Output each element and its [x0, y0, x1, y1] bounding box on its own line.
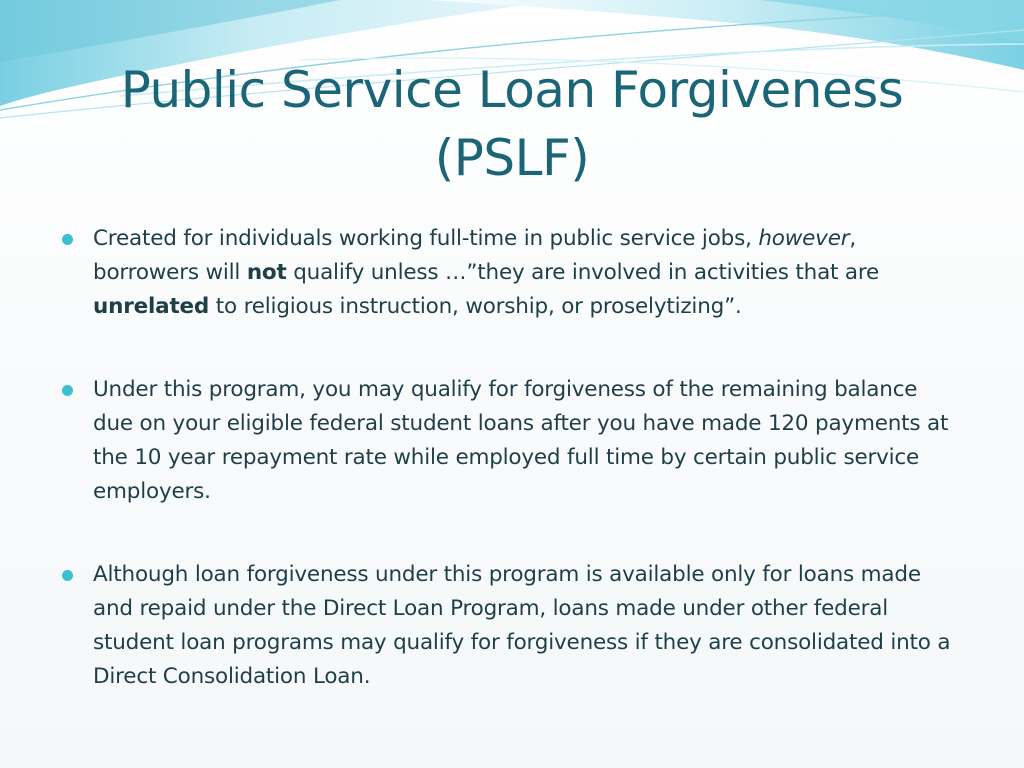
bullet-1-text-1: Created for individuals working full-time in public service jobs,: [93, 226, 759, 251]
bullet-2-text: Under this program, you may qualify for forgiveness of the remaining balance due on your eligible federal student loans after you have made 120 payments at the 10 year repayment rate while employed full time by certain public service employers.: [93, 377, 949, 504]
round-bullet-icon: [62, 385, 73, 396]
title-line-1: Public Service Loan Forgiveness: [120, 61, 904, 119]
bullet-list: [62, 222, 962, 694]
bullet-item-consolidation: [62, 558, 962, 694]
round-bullet-icon: [62, 234, 73, 245]
bullet-item-eligibility: [62, 222, 962, 324]
bullet-1-text-2: , borrowers will: [93, 226, 856, 285]
bullet-1-emphasis-unrelated: unrelated: [93, 294, 210, 319]
title-line-2: (PSLF): [434, 129, 590, 187]
bullet-1-text-3: qualify unless …”they are involved in activities that are: [286, 260, 880, 285]
slide-title: [40, 56, 984, 192]
bullet-1-text-4: to religious instruction, worship, or proselytizing”.: [209, 294, 742, 319]
round-bullet-icon: [62, 570, 73, 581]
bullet-1-emphasis-however: however: [758, 226, 850, 251]
bullet-1-emphasis-not: not: [246, 260, 287, 285]
bullet-3-text: Although loan forgiveness under this program is available only for loans made and repaid under the Direct Loan Program, loans made under other federal student loan programs may qualify for forgiveness if they are consolidated into a Direct Consolidation Loan.: [93, 562, 951, 689]
bullet-item-program: [62, 373, 962, 509]
